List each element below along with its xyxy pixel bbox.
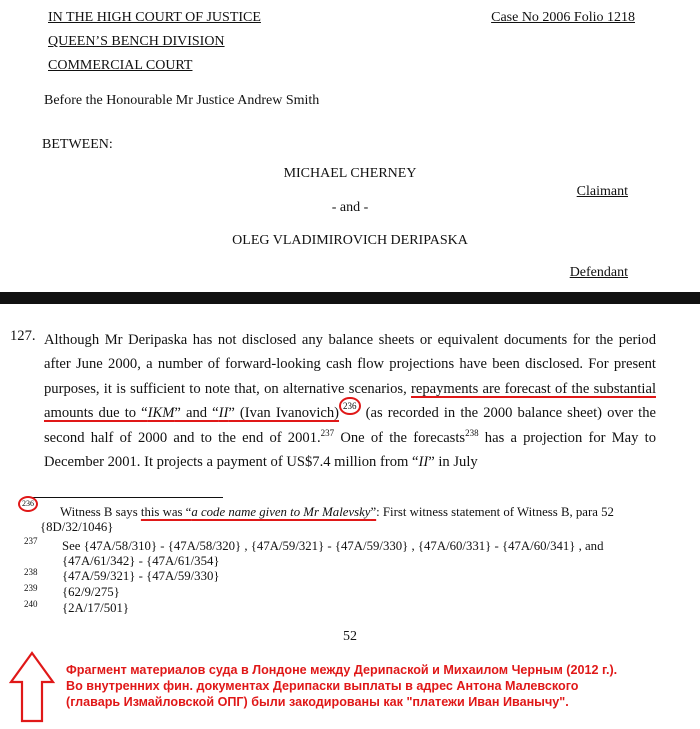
paragraph-127 bbox=[44, 328, 656, 470]
footnote-rule bbox=[28, 497, 223, 498]
footnote-ref-237[interactable]: 237 bbox=[320, 427, 335, 438]
defendant-name: OLEG VLADIMIROVICH DERIPASKA bbox=[232, 233, 468, 248]
footnote-ref-238[interactable]: 238 bbox=[465, 427, 479, 438]
para-text-e: ” in July bbox=[428, 454, 478, 470]
page-number: 52 bbox=[343, 629, 357, 644]
paragraph-number: 127. bbox=[10, 328, 36, 344]
annotation-text bbox=[66, 662, 696, 710]
ikm-code: IKM bbox=[147, 405, 175, 422]
claimant-role: Claimant bbox=[576, 184, 628, 199]
between-label: BETWEEN: bbox=[42, 137, 113, 152]
footnote-240-number: 240 bbox=[24, 599, 38, 609]
para-text-b: (as recorded in the 2000 balance sheet) over the second half of 2000 and to the end of 2001. bbox=[44, 405, 656, 446]
court-line-1: IN THE HIGH COURT OF JUSTICE bbox=[48, 10, 261, 25]
footnote-237-number: 237 bbox=[24, 536, 38, 546]
fn236-pre: Witness B says bbox=[60, 505, 141, 519]
footnote-236-text bbox=[60, 505, 680, 520]
footnote-236-number: 236 bbox=[18, 496, 38, 512]
footnote-ref-236[interactable]: 236 bbox=[339, 397, 361, 415]
para-text-c: One of the forecasts bbox=[334, 429, 466, 446]
footnote-236-marker bbox=[18, 500, 38, 518]
case-number: Case No 2006 Folio 1218 bbox=[491, 10, 635, 25]
court-line-2: QUEEN’S BENCH DIVISION bbox=[48, 34, 225, 49]
fn236-highlight bbox=[141, 505, 376, 519]
defendant-role: Defendant bbox=[569, 265, 628, 280]
para-text-hl1: repayments are forecast of the substantial amounts due to “ bbox=[44, 380, 656, 422]
footnote-240-text: {2A/17/501} bbox=[62, 601, 130, 615]
footnote-239-text: {62/9/275} bbox=[62, 585, 120, 599]
ii-code-2: II bbox=[418, 454, 429, 470]
para-text-hl3: ” (Ivan Ivanovich) bbox=[228, 405, 340, 422]
footnote-236-ref: {8D/32/1046} bbox=[40, 520, 114, 534]
footnote-238-text: {47A/59/321} - {47A/59/330} bbox=[62, 569, 220, 583]
para-text-a: Although Mr Deripaska has not disclosed any balance sheets or equivalent documents for the period after June 2000, a number of forward-looking cash flow projections have been disclosed. For present purposes, it is sufficient to note that, on alternative scenarios, bbox=[44, 332, 656, 397]
court-line-3: COMMERCIAL COURT bbox=[48, 58, 193, 73]
annotation-line-1: Фрагмент материалов суда в Лондоне между Дерипаской и Михаилом Черным (2012 г.). bbox=[66, 663, 618, 677]
and-separator: - and - bbox=[331, 200, 369, 215]
fn236-rest: : First witness statement of Witness B, para 52 bbox=[376, 505, 614, 519]
para-text-hl2: ” and “ bbox=[174, 405, 219, 422]
footnote-239-number: 239 bbox=[24, 583, 38, 593]
footnote-237-text: See {47A/58/310} - {47A/58/320} , {47A/59/321} - {47A/59/330} , {47A/60/331} - {47A/60/341} , and {47A/61/342} - {47A/61/354} bbox=[62, 539, 604, 568]
fn236-quote: a code name given to Mr Malevsky bbox=[191, 505, 371, 519]
para-text-d: has a projection for May to December 2001. It projects a payment of US$7.4 million from “ bbox=[44, 429, 656, 470]
fn236-close-quote: ” bbox=[370, 505, 377, 519]
page-separator-band bbox=[0, 292, 700, 304]
annotation-line-3: (главарь Измайловской ОПГ) были закодированы как "платежи Иван Иванычу". bbox=[66, 695, 569, 709]
footnote-238-number: 238 bbox=[24, 567, 38, 577]
annotation-line-2: Во внутренних фин. документах Дерипаски выплаты в адрес Антона Малевского bbox=[66, 679, 579, 693]
judge-line: Before the Honourable Mr Justice Andrew Smith bbox=[44, 93, 320, 108]
claimant-name: MICHAEL CHERNEY bbox=[283, 166, 417, 181]
fn236-hl-text: this was “ bbox=[140, 505, 192, 519]
up-arrow-icon bbox=[8, 650, 56, 729]
ii-code: II bbox=[218, 405, 229, 422]
